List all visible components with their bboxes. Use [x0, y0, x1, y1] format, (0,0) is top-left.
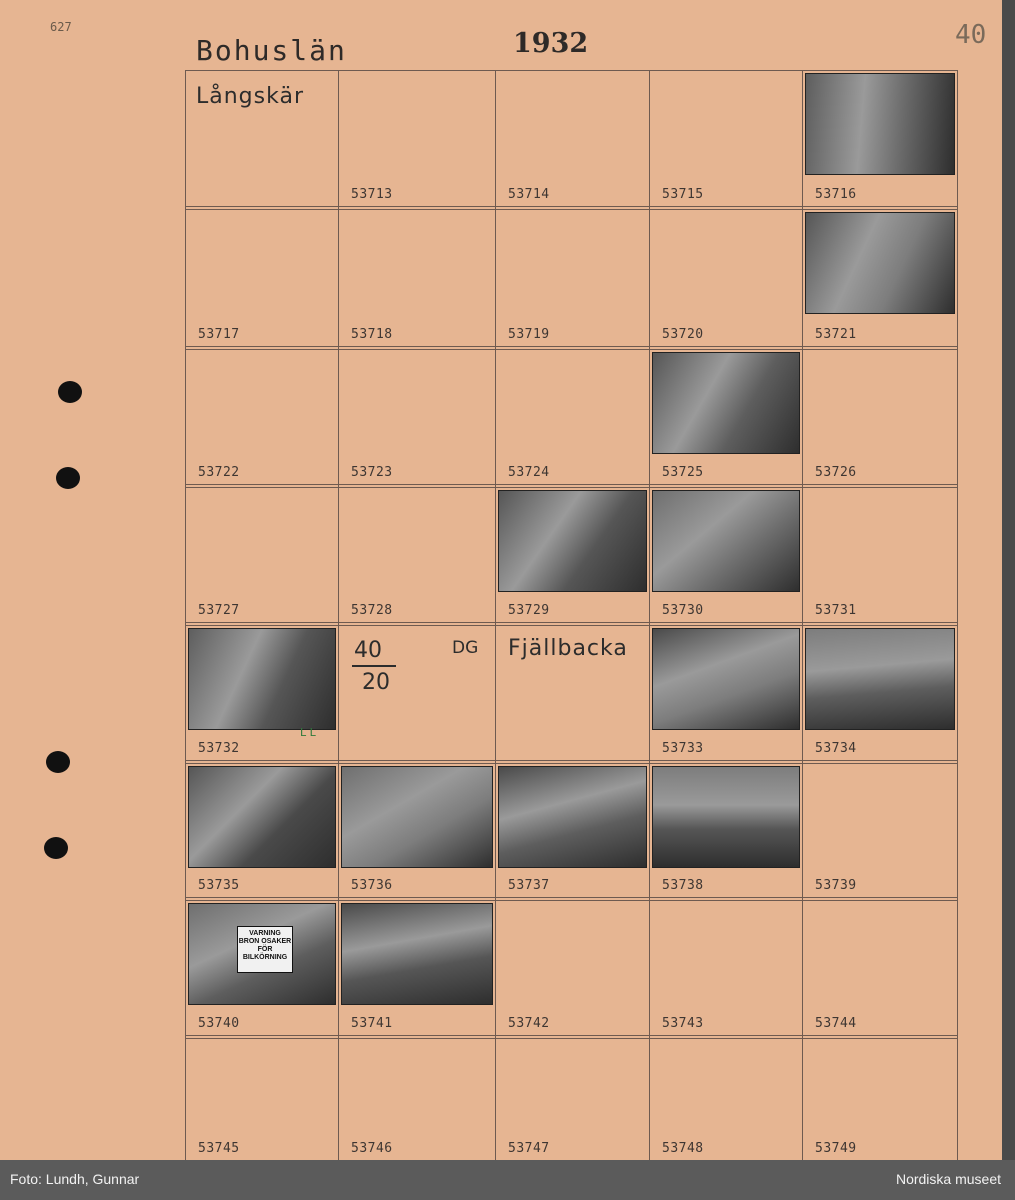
negative-number: 53742	[508, 1016, 550, 1031]
punch-hole	[46, 751, 70, 773]
grid-cell	[803, 71, 957, 206]
grid-cell	[650, 901, 802, 1035]
grid-cell	[650, 350, 802, 484]
negative-number: 53718	[351, 327, 393, 342]
photo-thumbnail[interactable]	[805, 212, 955, 314]
grid-cell	[186, 488, 338, 622]
photo-thumbnail[interactable]	[652, 490, 800, 592]
negative-number: 53747	[508, 1141, 550, 1156]
grid-cell	[803, 1039, 957, 1160]
page-number: 40	[955, 20, 987, 50]
grid-cell	[186, 901, 338, 1035]
fraction-top: 40	[354, 638, 382, 663]
grid-cell	[496, 1039, 649, 1160]
negative-number: 53749	[815, 1141, 857, 1156]
card-edge	[1002, 0, 1015, 1160]
grid-cell	[803, 764, 957, 897]
negative-number: 53732	[198, 741, 240, 756]
grid-cell	[186, 764, 338, 897]
photo-thumbnail[interactable]	[652, 628, 800, 730]
grid-line	[185, 346, 957, 347]
negative-number: 53733	[662, 741, 704, 756]
grid-line	[957, 70, 958, 1160]
photo-thumbnail[interactable]	[805, 73, 955, 175]
grid-cell	[186, 210, 338, 346]
negative-number: 53739	[815, 878, 857, 893]
negative-number: 53724	[508, 465, 550, 480]
negative-number: 53719	[508, 327, 550, 342]
negative-number: 53746	[351, 1141, 393, 1156]
photo-thumbnail[interactable]	[188, 628, 336, 730]
grid-cell	[339, 488, 495, 622]
photo-thumbnail[interactable]	[341, 903, 493, 1005]
grid-cell	[650, 488, 802, 622]
negative-number: 53716	[815, 187, 857, 202]
negative-number: 53734	[815, 741, 857, 756]
initials: DG	[452, 638, 479, 658]
photo-thumbnail[interactable]	[652, 352, 800, 454]
grid-cell	[339, 210, 495, 346]
place-label-langskar: Långskär	[196, 84, 304, 109]
negative-number: 53748	[662, 1141, 704, 1156]
fraction-bar	[352, 665, 396, 667]
grid-cell	[803, 626, 957, 760]
grid-cell	[339, 764, 495, 897]
sign-text: VARNING	[249, 930, 281, 937]
photo-thumbnail[interactable]	[341, 766, 493, 868]
grid-cell	[650, 210, 802, 346]
negative-number: 53730	[662, 603, 704, 618]
small-number: 627	[50, 20, 72, 34]
negative-number: 53745	[198, 1141, 240, 1156]
grid-cell	[803, 901, 957, 1035]
negative-number: 53736	[351, 878, 393, 893]
grid-cell	[339, 350, 495, 484]
negative-number: 53715	[662, 187, 704, 202]
grid-cell	[650, 626, 802, 760]
negative-number: 53740	[198, 1016, 240, 1031]
negative-number: 53713	[351, 187, 393, 202]
grid-cell	[496, 71, 649, 206]
grid-cell	[339, 71, 495, 206]
negative-number: 53741	[351, 1016, 393, 1031]
negative-number: 53720	[662, 327, 704, 342]
grid-cell	[496, 901, 649, 1035]
footer-bar	[0, 1160, 1015, 1200]
grid-line	[185, 1035, 957, 1036]
punch-hole	[44, 837, 68, 859]
sign-text: FÖR	[257, 946, 273, 953]
photo-credit: Foto: Lundh, Gunnar	[10, 1171, 140, 1187]
place-label-fjallbacka: Fjällbacka	[508, 636, 628, 661]
grid-cell	[650, 1039, 802, 1160]
negative-number: 53714	[508, 187, 550, 202]
negative-number: 53735	[198, 878, 240, 893]
grid-cell	[339, 901, 495, 1035]
photo-thumbnail[interactable]	[498, 490, 647, 592]
source-museum: Nordiska museet	[895, 1171, 1001, 1187]
grid-line	[185, 897, 957, 898]
negative-number: 53743	[662, 1016, 704, 1031]
grid-cell	[496, 210, 649, 346]
negative-number: 53721	[815, 327, 857, 342]
negative-number: 53731	[815, 603, 857, 618]
negative-number: 53726	[815, 465, 857, 480]
negative-number: 53725	[662, 465, 704, 480]
grid-line	[185, 622, 957, 623]
sign-text: BILKÖRNING	[242, 954, 288, 961]
negative-number: 53744	[815, 1016, 857, 1031]
grid-cell	[650, 764, 802, 897]
sign-text: BRON OSAKER	[238, 938, 292, 945]
grid-line	[185, 484, 957, 485]
grid-line	[185, 760, 957, 761]
green-mark: L L	[300, 726, 316, 739]
grid-cell	[186, 350, 338, 484]
negative-number: 53727	[198, 603, 240, 618]
grid-line	[185, 206, 957, 207]
grid-cell	[186, 1039, 338, 1160]
grid-cell	[496, 488, 649, 622]
grid-cell	[496, 350, 649, 484]
region-title: Bohuslän	[196, 34, 347, 67]
grid-cell	[186, 626, 338, 760]
year-title: 1932	[513, 28, 589, 59]
warning-sign	[237, 926, 293, 973]
negative-number: 53737	[508, 878, 550, 893]
grid-cell	[803, 210, 957, 346]
photo-thumbnail[interactable]	[498, 766, 647, 868]
photo-thumbnail[interactable]	[188, 903, 336, 1005]
grid-cell	[650, 71, 802, 206]
punch-hole	[56, 467, 80, 489]
punch-hole	[58, 381, 82, 403]
negative-number: 53722	[198, 465, 240, 480]
negative-number: 53723	[351, 465, 393, 480]
photo-thumbnail[interactable]	[652, 766, 800, 868]
negative-number: 53717	[198, 327, 240, 342]
negative-number: 53738	[662, 878, 704, 893]
photo-thumbnail[interactable]	[805, 628, 955, 730]
grid-cell	[339, 1039, 495, 1160]
grid-cell	[496, 764, 649, 897]
negative-number: 53729	[508, 603, 550, 618]
grid-cell	[803, 350, 957, 484]
fraction-bottom: 20	[362, 670, 390, 695]
photo-thumbnail[interactable]	[188, 766, 336, 868]
grid-cell	[803, 488, 957, 622]
negative-number: 53728	[351, 603, 393, 618]
